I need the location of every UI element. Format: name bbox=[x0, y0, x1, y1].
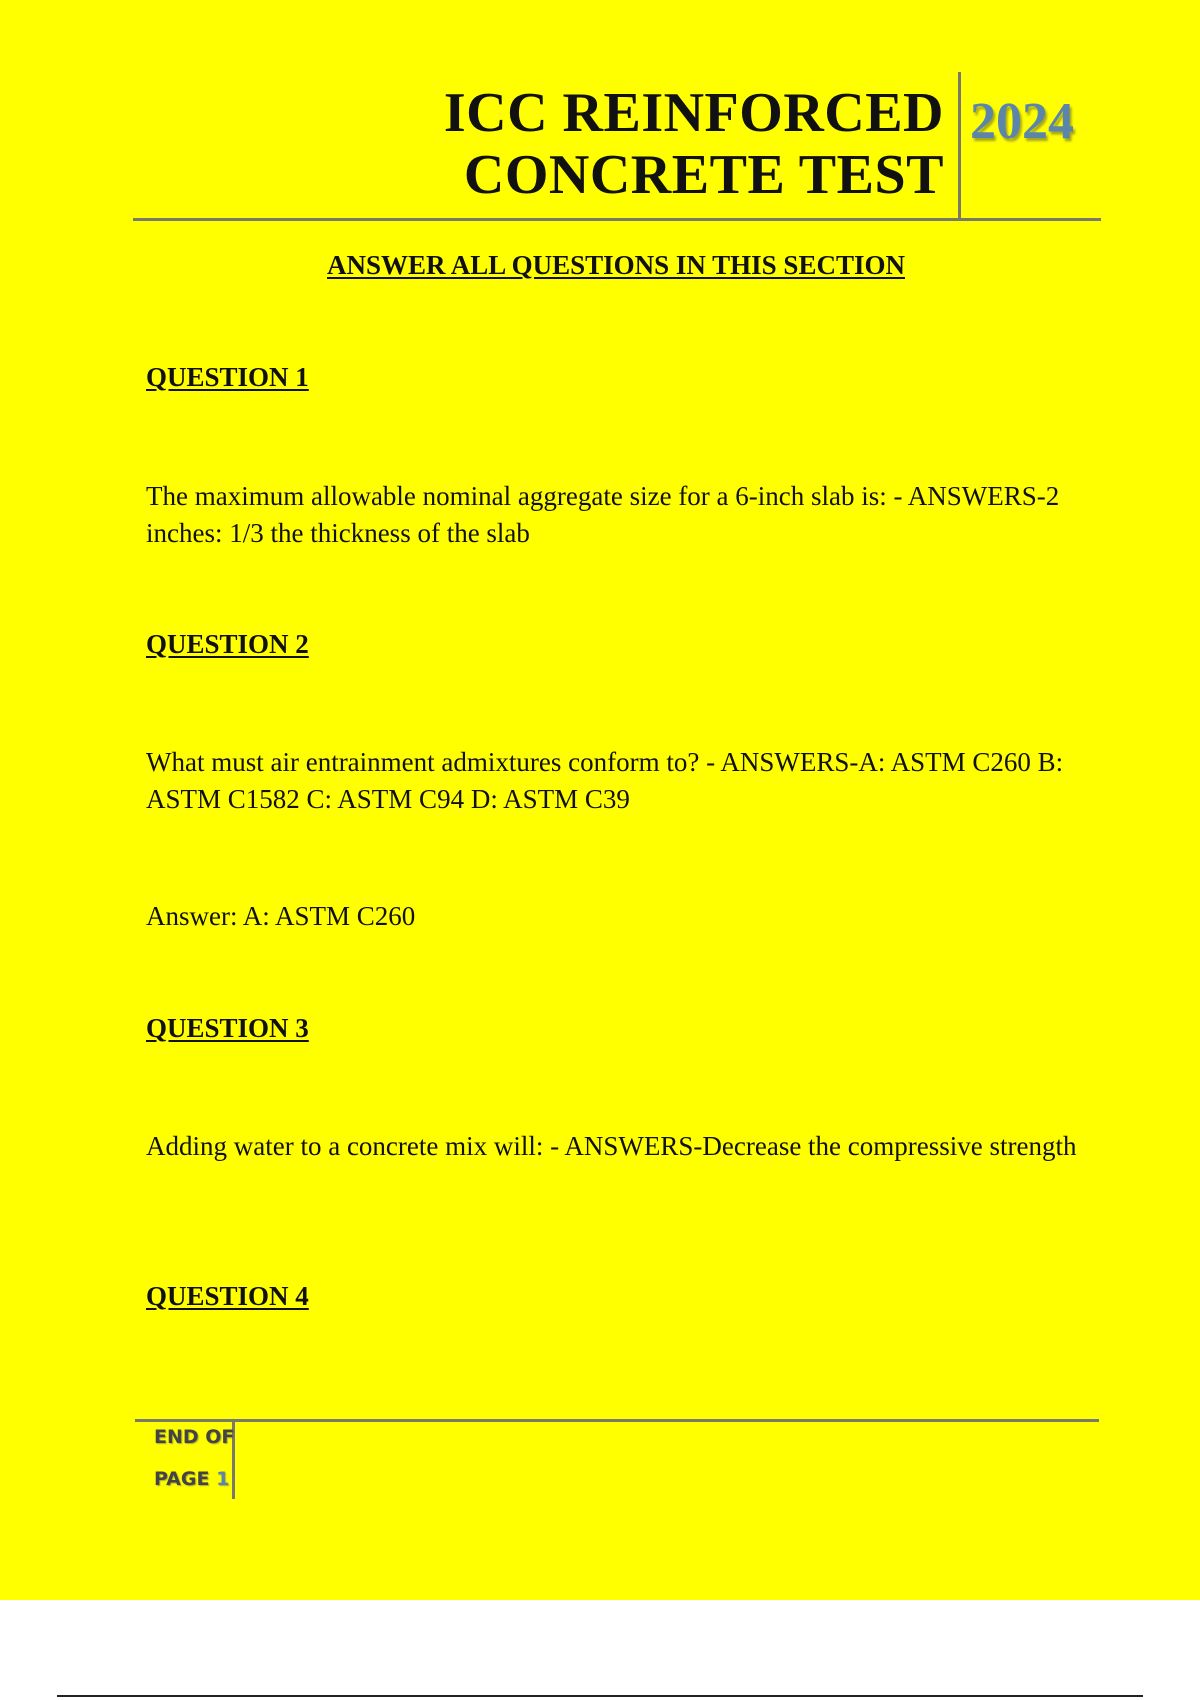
question-3-text: Adding water to a concrete mix will: - ANSWERS-Decrease the compressive strength bbox=[146, 1131, 1077, 1161]
footer-page-number: 1 bbox=[216, 1468, 230, 1490]
header-rule bbox=[133, 218, 1101, 221]
footer-end-of: END OF bbox=[154, 1426, 235, 1448]
title-line-1: ICC REINFORCED bbox=[443, 82, 944, 144]
footer-page-prefix: PAGE bbox=[154, 1468, 210, 1490]
document-title bbox=[300, 82, 944, 206]
footer-page-label bbox=[154, 1468, 229, 1490]
footer-rule bbox=[135, 1419, 1099, 1422]
title-line-2: CONCRETE TEST bbox=[463, 144, 944, 206]
section-heading: ANSWER ALL QUESTIONS IN THIS SECTION bbox=[327, 250, 905, 280]
question-1-label: QUESTION 1 bbox=[146, 362, 309, 392]
question-4-label: QUESTION 4 bbox=[146, 1281, 309, 1311]
question-1-text: The maximum allowable nominal aggregate size for a 6-inch slab is: - ANSWERS-2 inches: 1/3 the thickness of the slab bbox=[146, 481, 1060, 548]
question-2-label: QUESTION 2 bbox=[146, 629, 309, 659]
header-vertical-divider bbox=[958, 72, 961, 220]
bottom-rule bbox=[57, 1695, 1143, 1697]
question-2-answer: Answer: A: ASTM C260 bbox=[146, 901, 416, 931]
question-3-label: QUESTION 3 bbox=[146, 1013, 309, 1043]
year-label: 2024 bbox=[970, 93, 1074, 150]
question-2-text: What must air entrainment admixtures conform to? - ANSWERS-A: ASTM C260 B: ASTM C1582 C: ASTM C94 D: ASTM C39 bbox=[146, 747, 1064, 814]
